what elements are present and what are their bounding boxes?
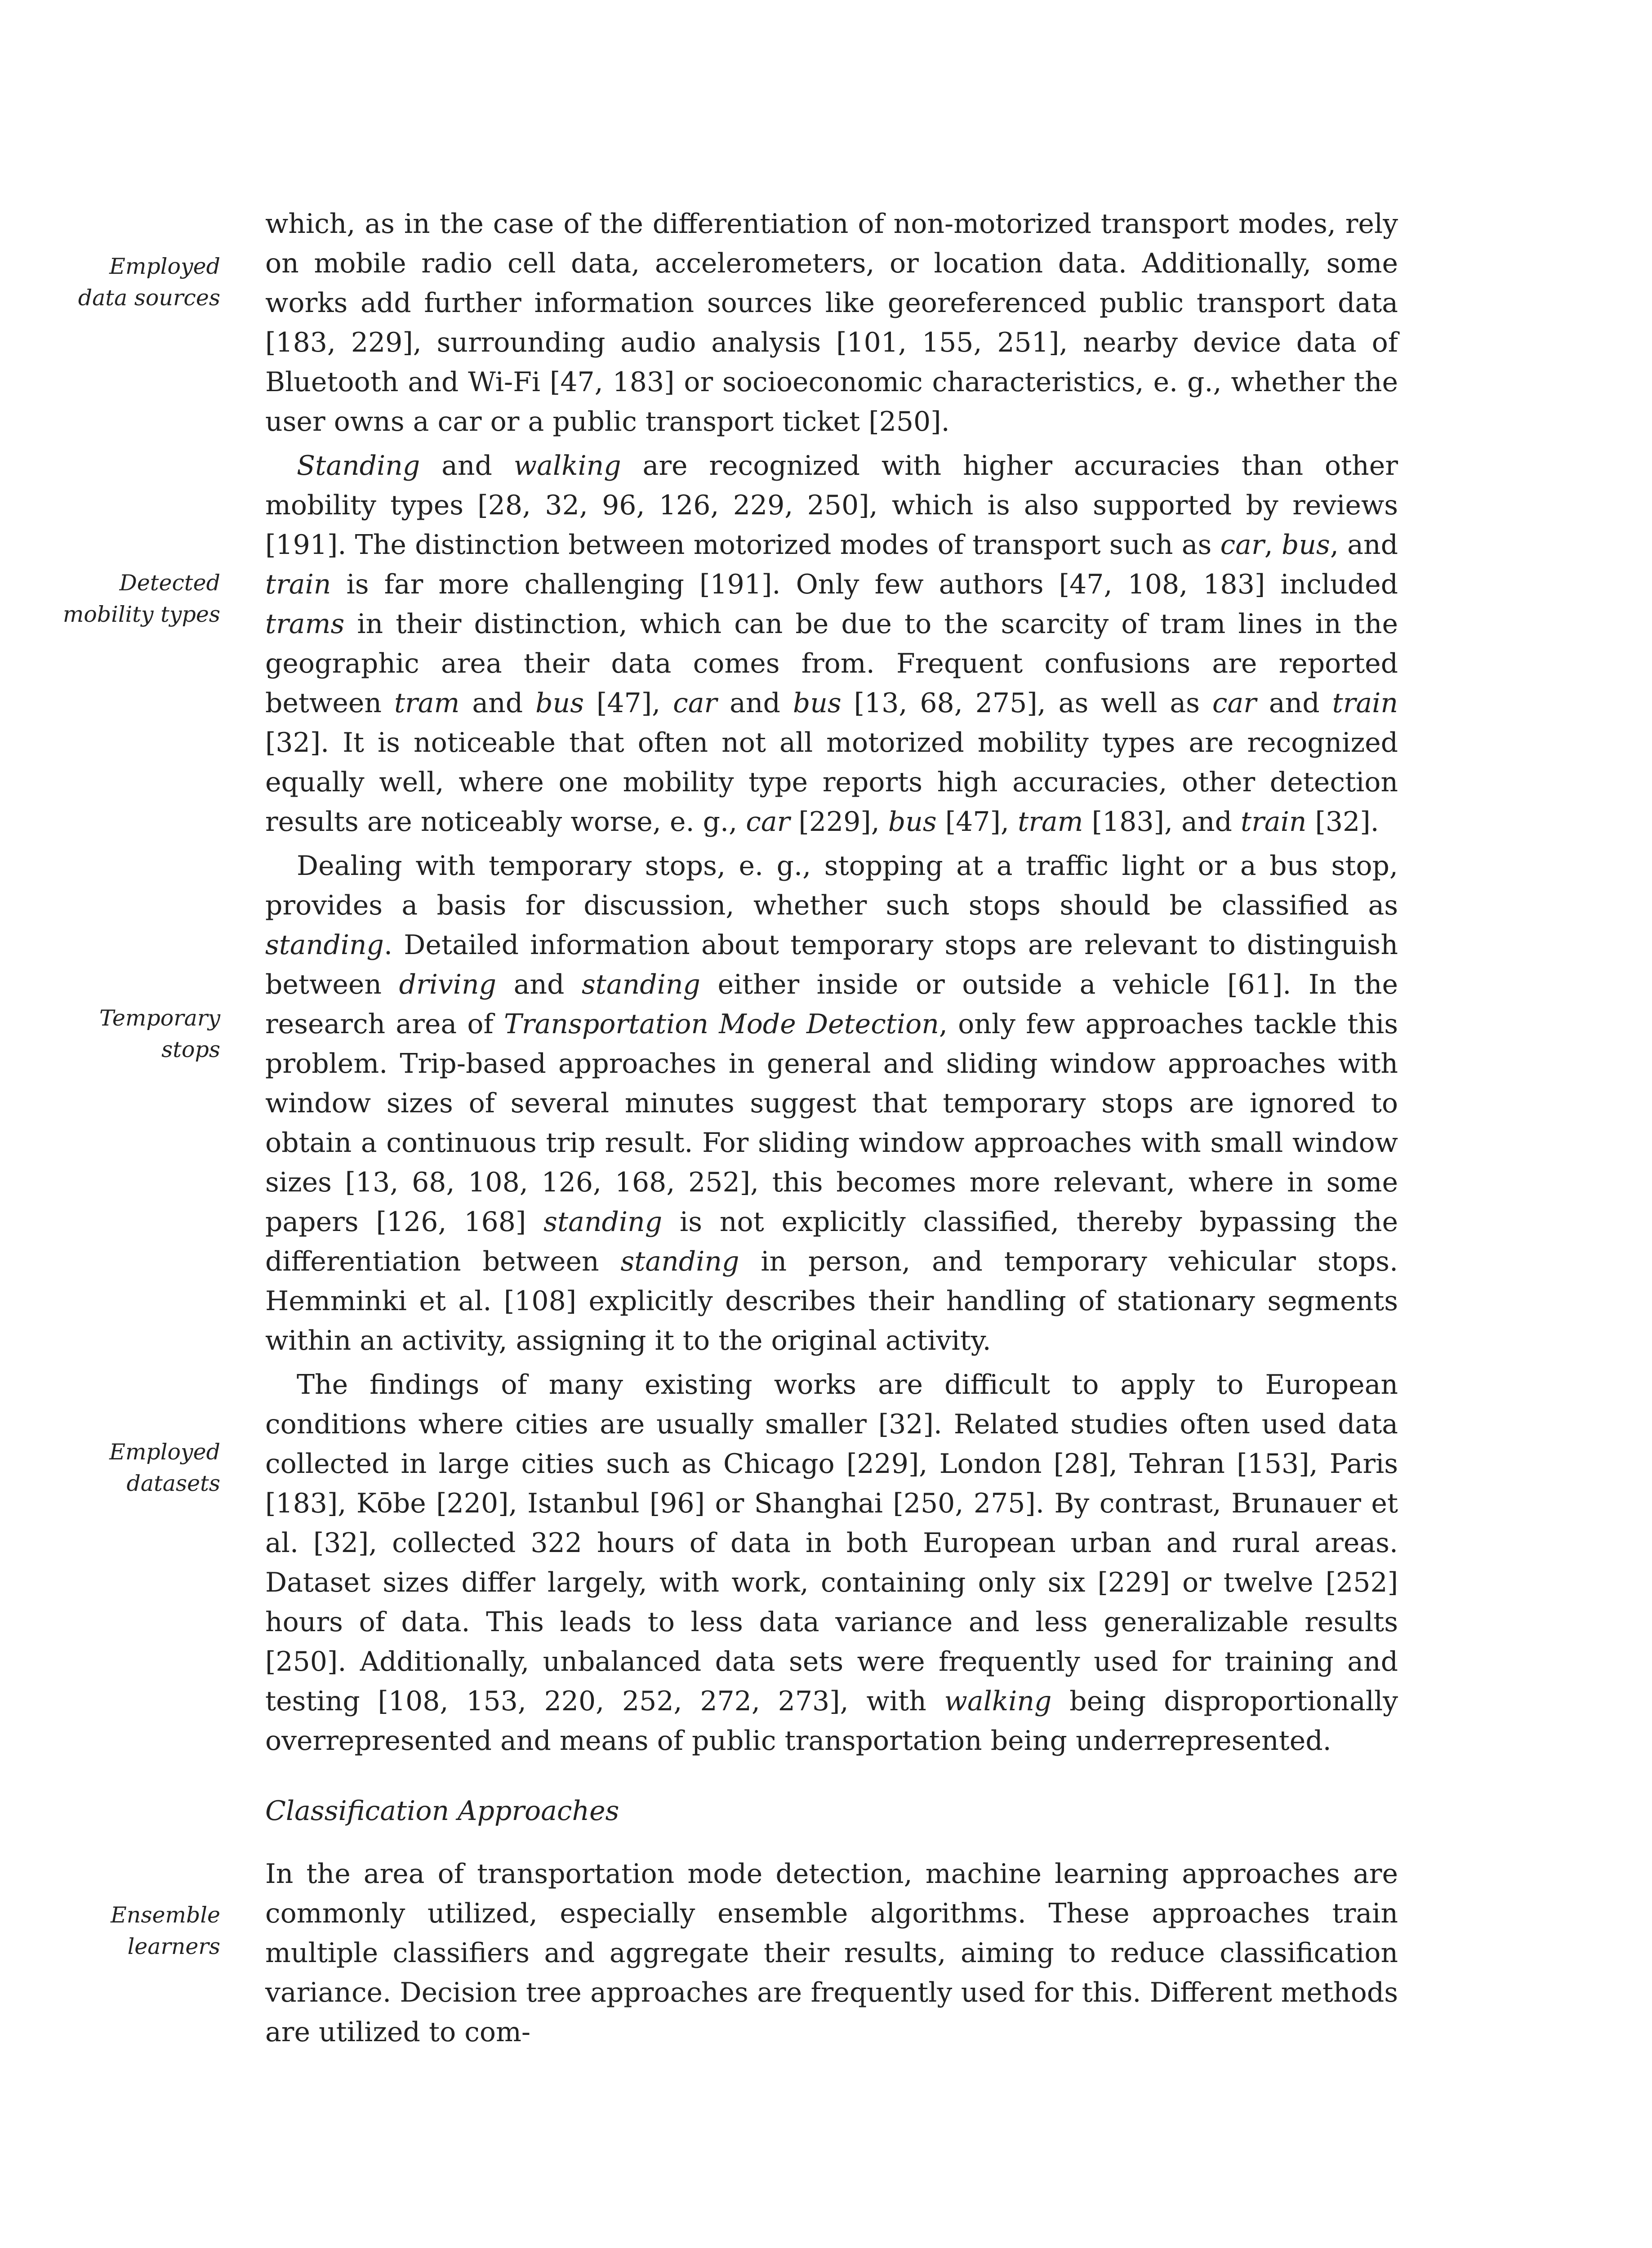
emphasis-term: train <box>1241 806 1307 838</box>
paragraph-text: in person, and temporary vehicular stops. Hemminki et al. [108] explicitly describes their handling of stationary segments within an activity, assigning it to the original activity. <box>265 1246 1398 1356</box>
paragraph-text: are recognized with higher accuracies than other mobility types [28, 32, 96, 126, 229, 250], which is also supported by reviews [191]. The distinction between motorized modes of transport such as <box>265 450 1398 561</box>
paragraph-data-sources <box>265 204 1398 442</box>
margin-note-data-sources <box>31 251 220 314</box>
paragraph-text: [183], and <box>1083 806 1241 838</box>
margin-note-ensemble-learners <box>31 1900 220 1963</box>
paragraph-text: and <box>1256 687 1332 719</box>
paragraph-text: and <box>496 969 582 1000</box>
paragraph-text: In the area of transportation mode detection, machine learning approaches are commonly utilized, especially ensemble algorithms. These approaches train multiple classifiers and aggregate their results, aiming to reduce classification variance. Decision tree approaches are frequently used for this. Different methods are utilized to com- <box>265 1858 1398 2048</box>
margin-note-line: Ensemble <box>111 1902 220 1928</box>
paragraph-text: is not explicitly classified, thereby bypassing the differentiation between <box>265 1206 1398 1277</box>
margin-note-line: Detected <box>119 570 220 596</box>
paragraph-text: [47], <box>936 806 1018 838</box>
paragraph-text: , and <box>1330 529 1398 561</box>
margin-note-line: mobility types <box>62 602 220 627</box>
margin-note-line: Employed <box>109 254 220 279</box>
margin-note-line: data sources <box>78 285 220 311</box>
paragraph-text: [47], <box>583 687 673 719</box>
paragraph-text: Dealing with temporary stops, e. g., stopping at a traffic light or a bus stop, provides a basis for discussion, whether such stops should be classified as <box>265 850 1398 921</box>
paragraph-text: [32]. <box>1306 806 1379 838</box>
emphasis-term: Transportation Mode Detection <box>503 1008 939 1040</box>
paragraph-mobility-types <box>265 446 1398 842</box>
paragraph-text: either inside or outside a vehicle [61]. In the research area of <box>265 969 1398 1040</box>
emphasis-term: walking <box>944 1686 1052 1717</box>
emphasis-term: bus <box>793 687 842 719</box>
emphasis-term: bus <box>1281 529 1330 561</box>
emphasis-term: train <box>265 569 331 600</box>
emphasis-term: standing <box>581 969 700 1000</box>
emphasis-term: driving <box>399 969 497 1000</box>
paragraph-text: and <box>717 687 793 719</box>
emphasis-term: car <box>1212 687 1256 719</box>
emphasis-term: tram <box>1018 806 1083 838</box>
emphasis-term: tram <box>394 687 460 719</box>
paragraph-text: in their distinction, which can be due to the scarcity of tram lines in the geographic area their data comes from. Frequent confusions are reported between <box>265 608 1398 719</box>
paragraph-text: which, as in the case of the differentiation of non-motorized transport modes, rely on mobile radio cell data, accelerometers, or location data. Additionally, some works add further information sources like georeferenced public transport data [183, 229], surrounding audio analysis [101, 155, 251], nearby device data of Bluetooth and Wi-Fi [47, 183] or socioeconomic characteristics, e. g., whether the user owns a car or a public transport ticket [250]. <box>265 208 1398 437</box>
paragraph-text: and <box>420 450 514 482</box>
emphasis-term: walking <box>513 450 621 482</box>
margin-note-datasets <box>31 1436 220 1499</box>
body-text <box>265 204 1398 2056</box>
paragraph-text: , <box>1264 529 1282 561</box>
margin-note-line: Employed <box>109 1439 220 1465</box>
emphasis-term: car <box>746 806 790 838</box>
margin-note-mobility-types <box>31 567 220 630</box>
emphasis-term: bus <box>535 687 584 719</box>
paragraph-temporary-stops <box>265 846 1398 1360</box>
paragraph-text: being disproportionally overrepresented and means of public transportation being underrepresented. <box>265 1686 1398 1757</box>
emphasis-term: car <box>1220 529 1265 561</box>
paragraph-text: and <box>459 687 536 719</box>
emphasis-term: trams <box>265 608 345 640</box>
emphasis-term: standing <box>620 1246 739 1277</box>
paragraph-text: [229], <box>790 806 888 838</box>
margin-note-line: datasets <box>126 1471 220 1496</box>
paragraph-datasets <box>265 1365 1398 1761</box>
margin-note-line: Temporary <box>99 1005 220 1031</box>
emphasis-term: standing <box>543 1206 663 1238</box>
paragraph-text: [32]. It is noticeable that often not all motorized mobility types are recognized equally well, where one mobility type reports high accuracies, other detection results are noticeably worse, e. g., <box>265 727 1398 838</box>
paragraph-text: is far more challenging [191]. Only few authors [47, 108, 183] included <box>331 569 1398 600</box>
emphasis-term: Standing <box>297 450 420 482</box>
paragraph-text: . Detailed information about temporary stops are relevant to distinguish between <box>265 929 1398 1000</box>
emphasis-term: standing <box>265 929 384 961</box>
margin-note-line: stops <box>161 1037 220 1062</box>
margin-note-line: learners <box>127 1934 220 1959</box>
emphasis-term: car <box>673 687 717 719</box>
emphasis-term: bus <box>888 806 937 838</box>
paragraph-text: , only few approaches tackle this problem. Trip-based approaches in general and sliding window approaches with window sizes of several minutes suggest that temporary stops are ignored to obtain a continuous trip result. For sliding window approaches with small window sizes [13, 68, 108, 126, 168, 252], this becomes more relevant, where in some papers [126, 168] <box>265 1008 1398 1238</box>
paragraph-classification <box>265 1854 1398 2052</box>
emphasis-term: train <box>1332 687 1398 719</box>
margin-note-temporary-stops <box>31 1003 220 1066</box>
paragraph-text: The findings of many existing works are difficult to apply to European conditions where cities are usually smaller [32]. Related studies often used data collected in large cities such as Chicago [229], London [28], Tehran [153], Paris [183], Kōbe [220], Istanbul [96] or Shanghai [250, 275]. By contrast, Brunauer et al. [32], collected 322 hours of data in both European urban and rural areas. Dataset sizes differ largely, with work, containing only six [229] or twelve [252] hours of data. This leads to less data variance and less generalizable results [250]. Additionally, unbalanced data sets were frequently used for training and testing [108, 153, 220, 252, 272, 273], with <box>265 1369 1398 1717</box>
section-heading: Classification Approaches <box>265 1795 619 1827</box>
paragraph-text: [13, 68, 275], as well as <box>841 687 1212 719</box>
